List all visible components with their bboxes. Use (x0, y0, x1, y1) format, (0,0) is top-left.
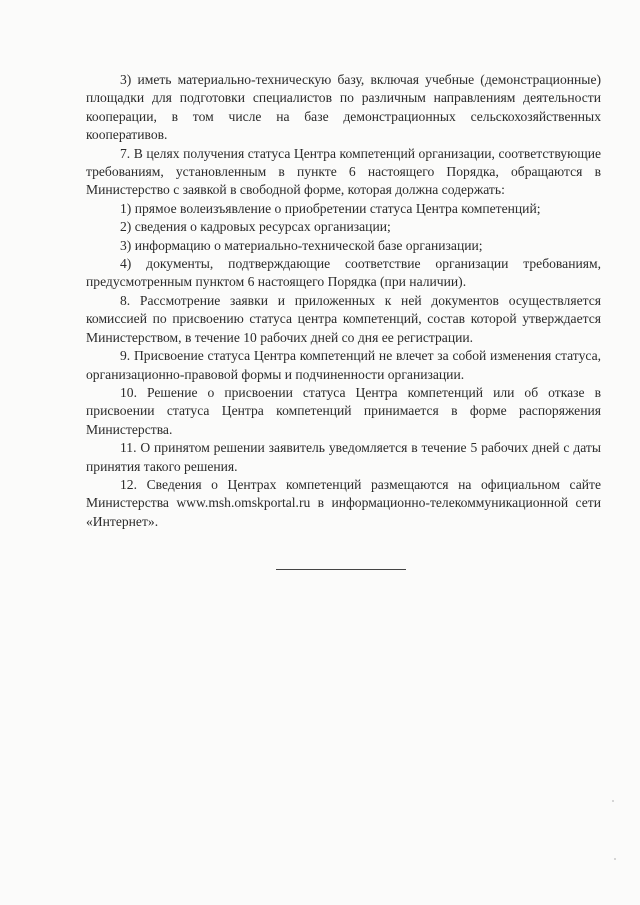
scan-speck (614, 858, 616, 860)
scan-speck (612, 800, 614, 802)
paragraph-clause-10: 10. Решение о присвоении статуса Центра компетенций или об отказе в присвоении статуса Центра компетенций принимается в форме распоряжения Министерства. (86, 384, 601, 437)
list-item-4: 4) документы, подтверждающие соответствие организации требованиям, предусмотренным пунктом 6 настоящего Порядка (при наличии). (86, 256, 601, 290)
paragraph-clause-12: 12. Сведения о Центрах компетенций размещаются на официальном сайте Министерства www.msh.omskportal.ru в информационно-телекоммуникационной сети «Интернет». (86, 476, 601, 529)
paragraph-clause-9: 9. Присвоение статуса Центра компетенций не влечет за собой изменения статуса, организационно-правовой формы и подчиненности организации. (86, 348, 601, 382)
list-item-2: 2) сведения о кадровых ресурсах организации; (120, 219, 391, 235)
paragraph-clause-8: 8. Рассмотрение заявки и приложенных к ней документов осуществляется комиссией по присвоению статуса центра компетенций, состав которой утверждается Министерством, в течение 10 рабочих дней со дня ее регистрации. (86, 292, 601, 345)
paragraph-clause-11: 11. О принятом решении заявитель уведомляется в течение 5 рабочих дней с даты принятия такого решения. (86, 440, 601, 474)
paragraph-item-3: 3) иметь материально-техническую базу, включая учебные (демонстрационные) площадки для подготовки специалистов по различным направлениям деятельности кооперации, в том числе на базе демонстрационных сельскохозяйственных кооперативов. (86, 72, 601, 143)
paragraph-clause-7: 7. В целях получения статуса Центра компетенций организации, соответствующие требованиям, установленным в пункте 6 настоящего Порядка, обращаются в Министерство с заявкой в свободной форме, которая должна содержать: (86, 145, 601, 198)
list-item-3: 3) информацию о материально-технической базе организации; (120, 237, 483, 253)
document-body (86, 71, 601, 531)
closing-separator-line (276, 569, 406, 570)
list-item-1: 1) прямое волеизъявление о приобретении статуса Центра компетенций; (120, 200, 541, 216)
